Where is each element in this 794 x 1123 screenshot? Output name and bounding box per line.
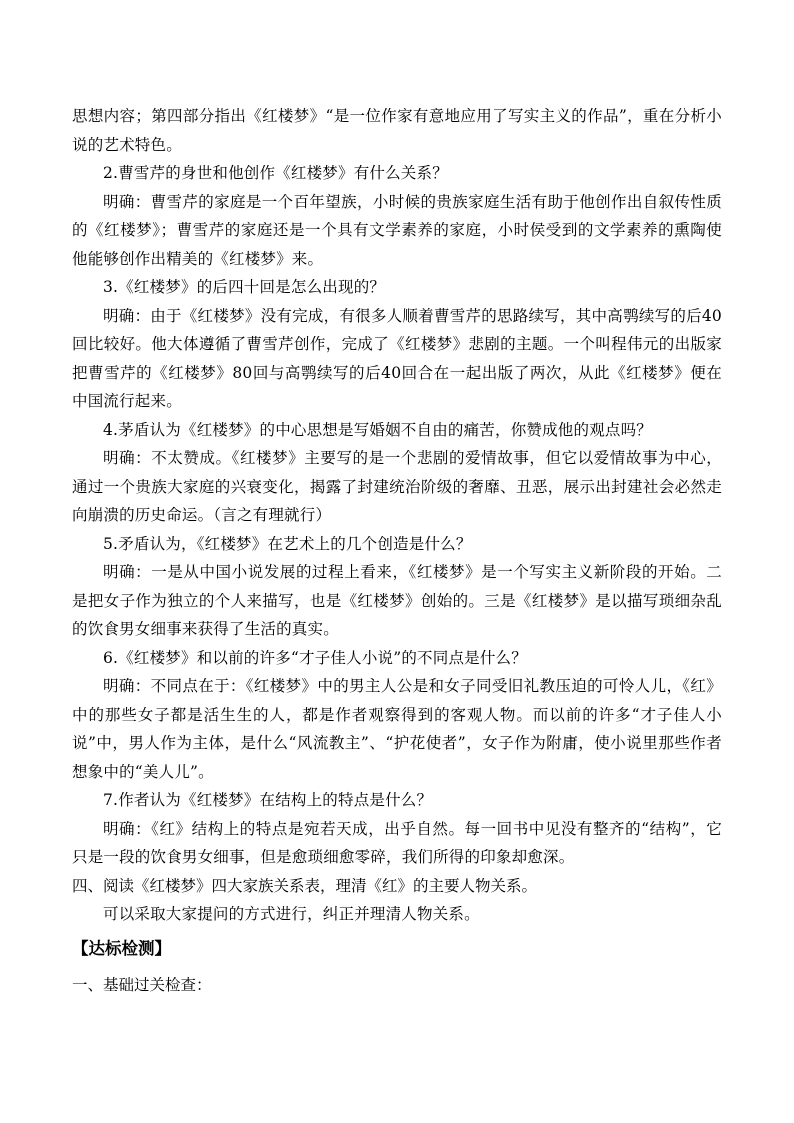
answer-5: 明确：一是从中国小说发展的过程上看来，《红楼梦》是一个写实主义新阶段的开始。二是把女子作为独立的个人来描写，也是《红楼梦》创始的。三是《红楼梦》是以描写琐细杂乱的饮食男女细事来获得了生活的真实。	[72, 563, 722, 638]
section-four-heading: 四、阅读《红楼梦》四大家族关系表，理清《红》的主要人物关系。	[72, 876, 538, 895]
question-2: 2.曹雪芹的身世和他创作《红楼梦》有什么关系？	[103, 164, 448, 182]
answer-7: 明确：《红》结构上的特点是宛若天成，出乎自然。每一回书中见没有整齐的“结构”，它只是一段的饮食男女细事，但是愈琐细愈零碎，我们所得的印象却愈深。	[72, 819, 722, 866]
question-7: 7.作者认为《红楼梦》在结构上的特点是什么？	[103, 791, 433, 809]
answer-6: 明确：不同点在于：《红楼梦》中的男主人公是和女子同受旧礼教压迫的可怜人儿，《红》中的那些女子都是活生生的人，都是作者观察得到的客观人物。而以前的许多“才子佳人小说”中，男人作为主体，是什么“风流教主”、“护花使者”，女子作为附庸，使小说里那些作者想象中的“美人儿”。	[72, 677, 722, 781]
section-four-note: 可以采取大家提问的方式进行，纠正并理清人物关系。	[103, 905, 480, 923]
basic-check-heading: 一、基础过关检查：	[72, 975, 212, 994]
answer-3: 明确：由于《红楼梦》没有完成，有很多人顺着曹雪芹的思路续写，其中高鹗续写的后40回比较好。他大体遵循了曹雪芹创作，完成了《红楼梦》悲剧的主题。一个叫程伟元的出版家把曹雪芹的《红楼梦》80回与高鹗续写的后40回合在一起出版了两次，从此《红楼梦》便在中国流行起来。	[72, 306, 722, 410]
question-5: 5.矛盾认为，《红楼梦》在艺术上的几个创造是什么？	[103, 534, 472, 553]
test-heading: 【达标检测】	[72, 938, 171, 958]
paragraph-continuation: 思想内容；第四部分指出《红楼梦》“是一位作家有意地应用了写实主义的作品”，重在分析小说的艺术特色。	[72, 107, 722, 154]
question-3: 3.《红楼梦》的后四十回是怎么出现的？	[103, 278, 386, 296]
question-6: 6.《红楼梦》和以前的许多“才子佳人小说”的不同点是什么？	[103, 648, 527, 667]
answer-4: 明确：不太赞成。《红楼梦》主要写的是一个悲剧的爱情故事，但它以爱情故事为中心，通过一个贵族大家庭的兴衰变化，揭露了封建统治阶级的奢靡、丑恶，展示出封建社会必然走向崩溃的历史命运。（言之有理就行）	[72, 449, 722, 524]
document-body	[72, 102, 722, 999]
answer-2: 明确：曹雪芹的家庭是一个百年望族，小时候的贵族家庭生活有助于他创作出自叙传性质的《红楼梦》；曹雪芹的家庭还是一个具有文学素养的家庭，小时侯受到的文学素养的熏陶使他能够创作出精美的《红楼梦》来。	[72, 192, 722, 268]
question-4: 4.茅盾认为《红楼梦》的中心思想是写婚姻不自由的痛苦，你赞成他的观点吗？	[103, 420, 652, 439]
